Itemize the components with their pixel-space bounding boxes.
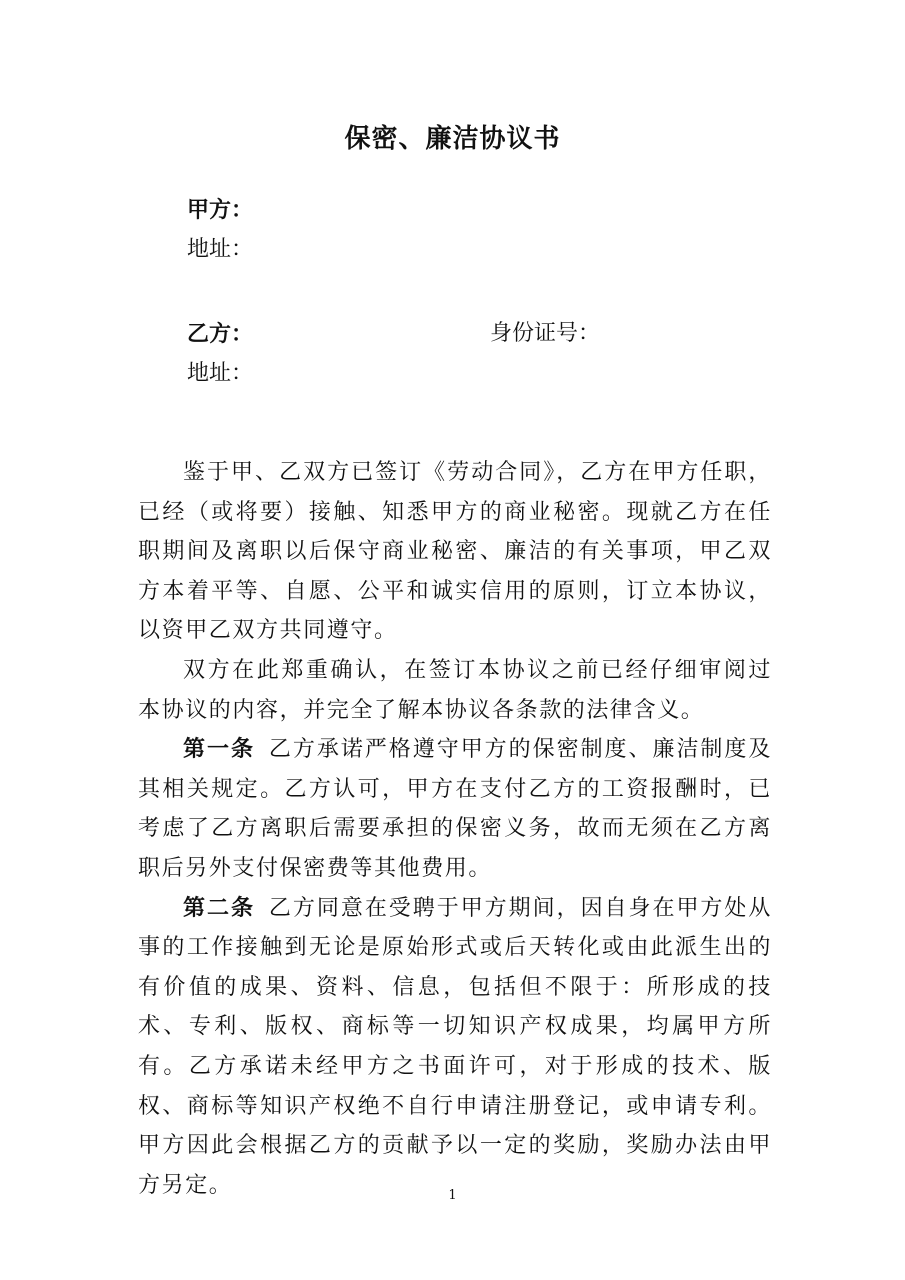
party-b-address-label: 地址： (187, 361, 254, 386)
page-number: 1 (448, 1188, 457, 1203)
article-2-heading: 第二条 (183, 894, 255, 921)
article-1-heading: 第一条 (183, 736, 255, 763)
article-2-text: 乙方同意在受聘于甲方期间，因自身在甲方处从事的工作接触到无论是原始形式或后天转化或由此派生出的有价值的成果、资料、信息，包括但不限于：所形成的技术、专利、版权、商标等一切知识产权成果，均属甲方所有。乙方承诺未经甲方之书面许可，对于形成的技术、版权、商标等知识产权绝不自行申请注册登记，或申请专利。甲方因此会根据乙方的贡献予以一定的奖励，奖励办法由甲方另定。 (138, 895, 772, 1198)
party-a-label: 甲方： (187, 197, 254, 223)
party-b-address-line (187, 358, 253, 390)
party-a-line (187, 194, 253, 227)
party-b-label: 乙方： (187, 321, 254, 347)
party-a-address-label: 地址： (187, 237, 254, 262)
confirmation-paragraph: 双方在此郑重确认，在签订本协议之前已经仔细审阅过本协议的内容，并完全了解本协议各条款的法律含义。 (138, 657, 772, 723)
agreement-body (138, 453, 772, 1205)
document-title: 保密、廉洁协议书 (344, 124, 561, 154)
party-a-address-line (187, 234, 253, 266)
article-2 (138, 889, 772, 1206)
party-b-line (187, 318, 253, 351)
preamble-paragraph: 鉴于甲、乙双方已签订《劳动合同》，乙方在甲方任职，已经（或将要）接触、知悉甲方的商业秘密。现就乙方在任职期间及离职以后保守商业秘密、廉洁的有关事项，甲乙双方本着平等、自愿、公平和诚实信用的原则，订立本协议，以资甲乙双方共同遵守。 (138, 460, 772, 644)
article-1-text: 乙方承诺严格遵守甲方的保密制度、廉洁制度及其相关规定。乙方认可，甲方在支付乙方的工资报酬时，已考虑了乙方离职后需要承担的保密义务，故而无须在乙方离职后另外支付保密费等其他费用。 (138, 737, 772, 881)
article-1 (138, 730, 772, 888)
party-b-id-label: 身份证号： (490, 321, 601, 346)
